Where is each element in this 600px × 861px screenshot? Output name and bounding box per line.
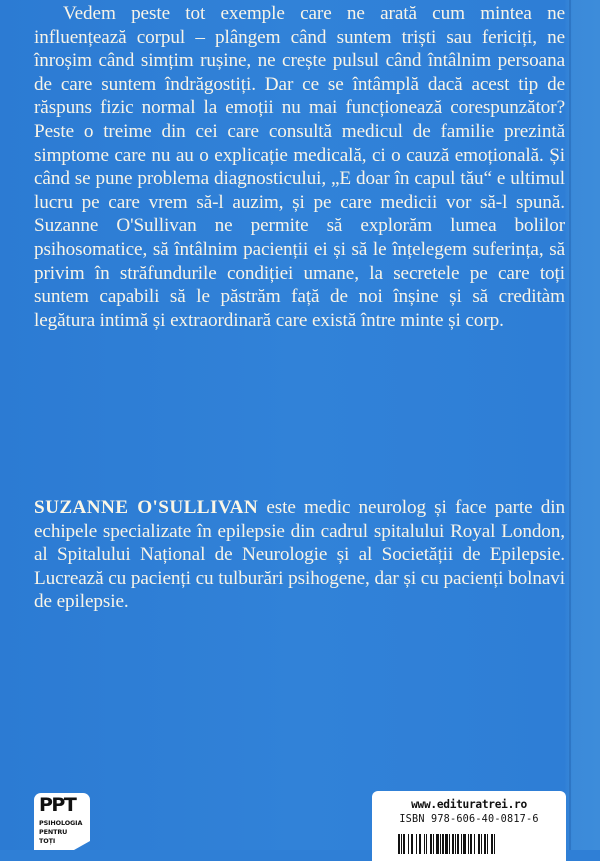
logo-speech-tail-icon — [74, 841, 90, 850]
isbn-number: ISBN 978-606-40-0817-6 — [399, 814, 539, 825]
blurb-paragraph: Vedem peste tot exemple care ne arată cum mintea ne influențează corpul – plângem când suntem triști sau fericiți, ne înroșim când simțim rușine, ne crește pulsul când întâlnim persoana de care suntem îndrăgostiți. Dar ce se întâmplă dacă acest tip de răspuns fizic normal la emoții nu mai funcționează corespunzător? Peste o treime din cei care consultă medicul de familie prezintă simptome care nu au o explicație medicală, ci o cauză emoțională. Și când se pune problema diagnosticului, „E doar în capul tău“ e ultimul lucru pe care vrem să-l auzim, și pe care medicii vor să-l spună. Suzanne O'Sullivan ne permite să explorăm lumea bolilor psihosomatice, să întâlnim pacienții ei și să le înțelegem suferința, să privim în străfundurile condiției umane, la secretele pe care toți suntem capabili să le păstrăm față de noi înșine și să creditàm legătura intimă și extraordinară care există între minte și corp. — [34, 3, 565, 331]
isbn-block — [372, 791, 566, 861]
book-blurb — [34, 2, 565, 332]
barcode-icon — [398, 834, 546, 854]
bio-text: este medic neurolog și face parte din echipele specializate în epilepsie din cadrul spitalului Royal London, al Spitalului Național de Neurologie și al Societății de Epilepsie. Lucrează cu pacienți cu tulburări psihogene, dar și cu pacienți bolnavi de epilepsie. — [34, 497, 565, 613]
publisher-logo — [34, 793, 90, 850]
publisher-website: www.edituratrei.ro — [411, 798, 527, 811]
cover-fold-line — [569, 0, 571, 850]
logo-line-1: PSIHOLOGIA — [39, 819, 83, 827]
logo-line-3: TOȚI — [39, 837, 56, 845]
logo-mark: PPT — [39, 794, 76, 816]
author-name: SUZANNE O'SULLIVAN — [34, 497, 259, 518]
bio-paragraph — [34, 496, 565, 614]
logo-line-2: PENTRU — [39, 828, 68, 836]
author-bio — [34, 496, 565, 614]
